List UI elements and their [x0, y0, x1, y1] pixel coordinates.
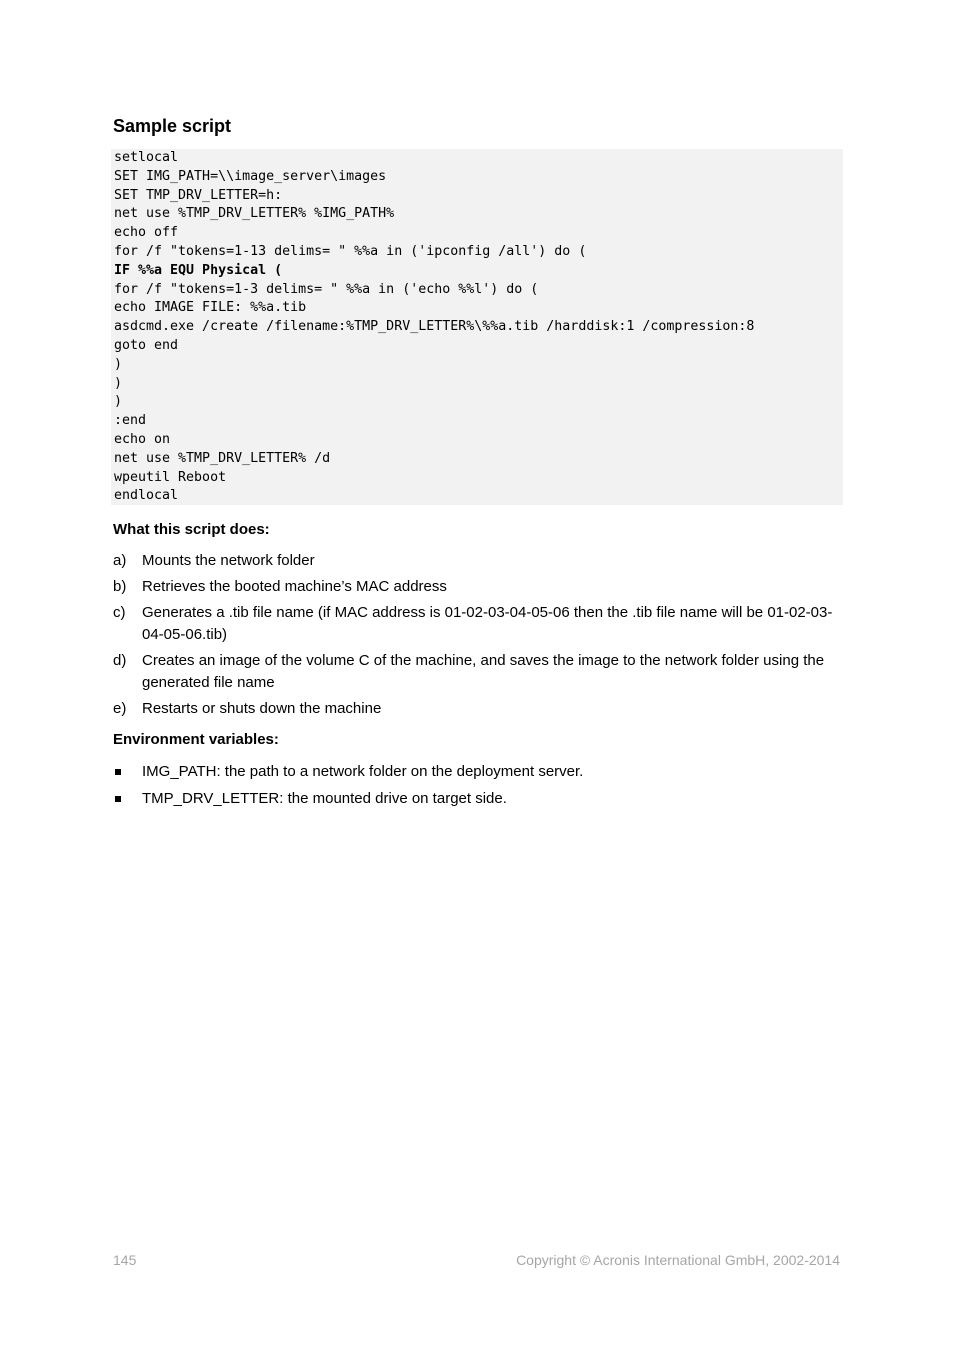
list-item-text: Retrieves the booted machine’s MAC address: [142, 578, 447, 595]
env-heading: Environment variables:: [113, 731, 279, 748]
square-bullet-icon: [115, 769, 121, 775]
list-item: [113, 761, 833, 783]
list-item: [113, 650, 833, 694]
code-line: SET IMG_PATH=\\image_server\images: [114, 168, 387, 184]
code-line: goto end: [114, 337, 179, 353]
list-marker: b): [113, 578, 127, 595]
code-line: net use %TMP_DRV_LETTER% %IMG_PATH%: [114, 206, 395, 222]
code-line: asdcmd.exe /create /filename:%TMP_DRV_LETTER%\%%a.tib /harddisk:1 /compression:8: [114, 319, 755, 335]
code-line: for /f "tokens=1-13 delims= " %%a in ('ipconfig /all') do (: [114, 243, 587, 259]
code-line: ): [114, 375, 123, 391]
list-item-text: Generates a .tib file name (if MAC address is 01-02-03-04-05-06 then the .tib file name will be 01-02-03-04-05-06.tib): [142, 604, 833, 643]
list-item: [113, 788, 833, 810]
list-item-text: Creates an image of the volume C of the machine, and saves the image to the network folder using the generated file name: [142, 652, 825, 691]
list-marker: d): [113, 652, 127, 669]
code-line: endlocal: [114, 488, 179, 504]
does-list: [113, 550, 833, 724]
code-line-bold: IF %%a EQU Physical (: [114, 262, 283, 278]
code-block: [111, 149, 843, 505]
list-marker: c): [113, 604, 126, 621]
list-item-text: TMP_DRV_LETTER: the mounted drive on target side.: [142, 790, 507, 807]
list-item: [113, 698, 833, 720]
list-item: [113, 602, 833, 646]
code-line: ): [114, 356, 123, 372]
code-line: setlocal: [114, 150, 179, 165]
list-marker: e): [113, 700, 127, 717]
section-title: Sample script: [113, 116, 232, 136]
code-line: for /f "tokens=1-3 delims= " %%a in ('echo %%l') do (: [114, 281, 539, 297]
page-number: 145: [113, 1252, 137, 1268]
list-marker: a): [113, 552, 127, 569]
list-item-text: Restarts or shuts down the machine: [142, 700, 382, 717]
code-line: net use %TMP_DRV_LETTER% /d: [114, 450, 331, 466]
code-line: echo IMAGE FILE: %%a.tib: [114, 300, 307, 316]
square-bullet-icon: [115, 796, 121, 802]
code-line: echo off: [114, 225, 179, 241]
list-item-text: IMG_PATH: the path to a network folder on the deployment server.: [142, 763, 584, 780]
list-item: [113, 550, 833, 572]
code-line: SET TMP_DRV_LETTER=h:: [114, 187, 283, 203]
copyright-notice: Copyright © Acronis International GmbH, 2002-2014: [516, 1252, 840, 1268]
list-item-text: Mounts the network folder: [142, 552, 315, 569]
code-line: :end: [114, 413, 147, 429]
does-heading: What this script does:: [113, 521, 270, 538]
list-item: [113, 576, 833, 598]
env-list: [113, 761, 833, 814]
code-line: ): [114, 394, 123, 410]
code-line: echo on: [114, 431, 171, 447]
code-line: wpeutil Reboot: [114, 469, 227, 485]
